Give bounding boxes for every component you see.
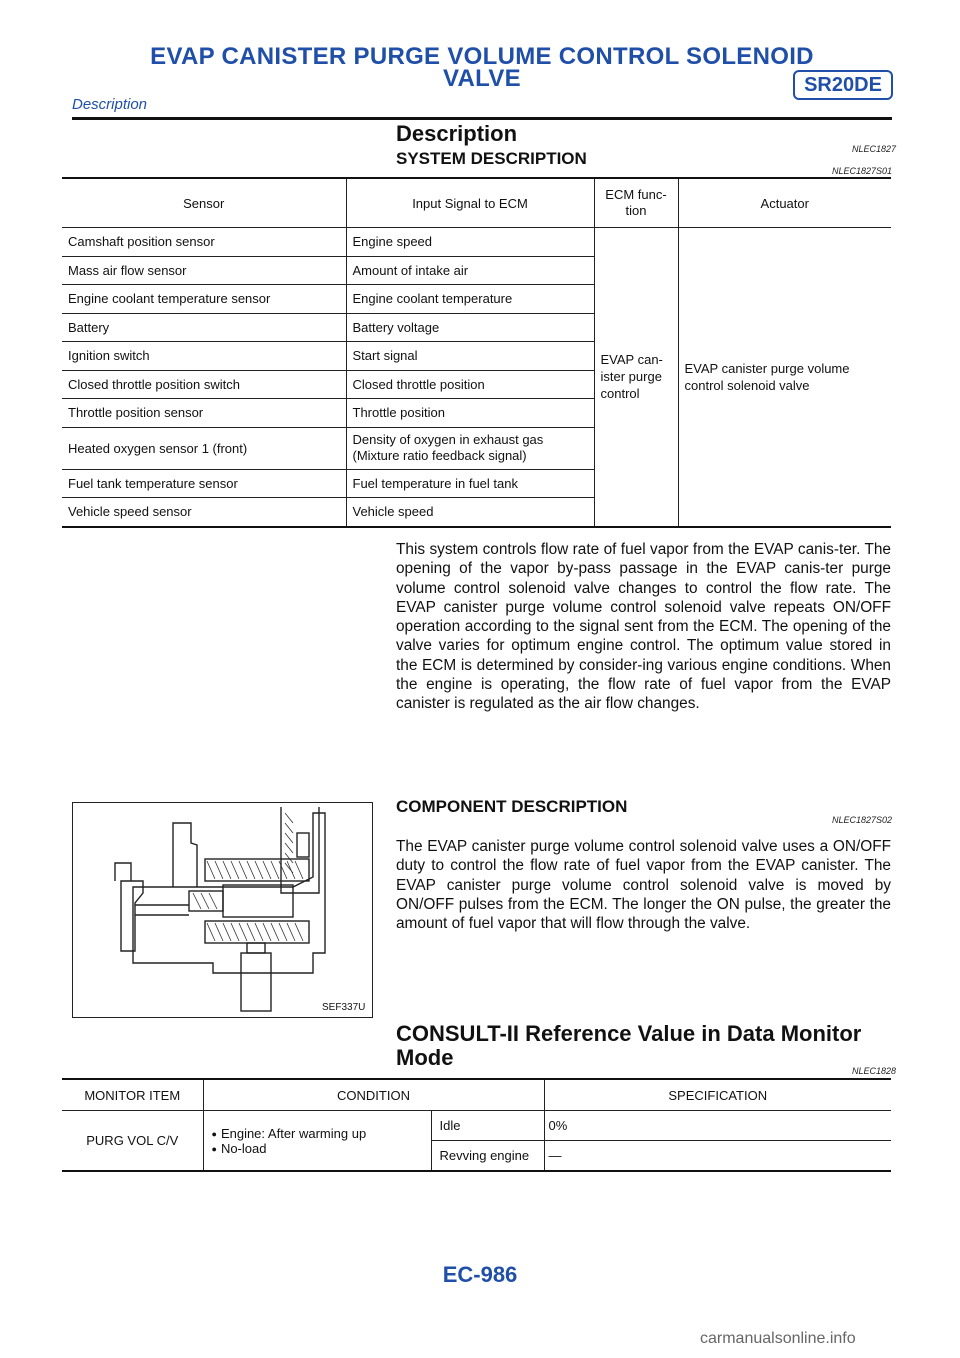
condition-list xyxy=(212,1126,423,1156)
system-table xyxy=(62,177,891,528)
condition-list-cell xyxy=(203,1111,431,1172)
header-monitor-item: MONITOR ITEM xyxy=(62,1079,203,1111)
list-item xyxy=(212,1126,423,1141)
consult-ref: NLEC1828 xyxy=(852,1066,897,1076)
spec-cell: — xyxy=(544,1141,891,1172)
table-row xyxy=(62,228,891,257)
header-specification: SPECIFICATION xyxy=(544,1079,891,1111)
monitor-item-cell: PURG VOL C/V xyxy=(62,1111,203,1172)
sensor-cell: Mass air flow sensor xyxy=(62,256,346,285)
sensor-cell: Ignition switch xyxy=(62,342,346,371)
signal-cell: Battery voltage xyxy=(346,313,594,342)
table-row xyxy=(62,1111,891,1141)
signal-cell: Closed throttle position xyxy=(346,370,594,399)
monitor-table xyxy=(62,1078,891,1172)
system-description-ref: NLEC1827S01 xyxy=(832,166,893,176)
signal-cell: Engine coolant temperature xyxy=(346,285,594,314)
condition-text: No-load xyxy=(220,1140,267,1156)
header-actuator: Actuator xyxy=(678,178,891,228)
solenoid-valve-figure xyxy=(72,802,373,1018)
header-title-line1: EVAP CANISTER PURGE VOLUME CONTROL SOLENOID xyxy=(150,43,814,70)
signal-cell: Throttle position xyxy=(346,399,594,428)
signal-cell: Start signal xyxy=(346,342,594,371)
table-header-row xyxy=(62,1079,891,1111)
engine-badge: SR20DE xyxy=(793,70,893,100)
component-description-title: COMPONENT DESCRIPTION xyxy=(396,797,628,816)
header-ecm-function: ECM func- tion xyxy=(594,178,678,228)
sensor-cell: Battery xyxy=(62,313,346,342)
actuator-cell: EVAP canister purge volume control solenoid valve xyxy=(678,228,891,527)
section-title: Description xyxy=(396,121,518,146)
signal-cell: Engine speed xyxy=(346,228,594,257)
sensor-cell: Throttle position sensor xyxy=(62,399,346,428)
spec-cell: 0% xyxy=(544,1111,891,1141)
signal-cell: Density of oxygen in exhaust gas (Mixture ratio feedback signal) xyxy=(346,427,594,469)
header-rule xyxy=(72,117,892,120)
sensor-cell: Engine coolant temperature sensor xyxy=(62,285,346,314)
section-ref: NLEC1827 xyxy=(852,144,897,154)
header-input-signal: Input Signal to ECM xyxy=(346,178,594,228)
consult-title: CONSULT-II Reference Value in Data Monitor Mode xyxy=(396,1021,862,1070)
header-title xyxy=(72,43,892,92)
sensor-cell: Closed throttle position switch xyxy=(62,370,346,399)
condition-cell: Revving engine xyxy=(431,1141,544,1172)
component-description-ref: NLEC1827S02 xyxy=(832,815,893,825)
signal-cell: Fuel temperature in fuel tank xyxy=(346,469,594,498)
list-item xyxy=(212,1141,423,1156)
condition-text: Engine: After warming up xyxy=(220,1125,367,1141)
signal-cell: Amount of intake air xyxy=(346,256,594,285)
component-description-paragraph: The EVAP canister purge volume control solenoid valve uses a ON/OFF duty to control the flow rate of fuel vapor from the EVAP canister. The EVAP canister purge volume control solenoid valve is moved by ON/OFF pulses from the ECM. The longer the ON pulse, the greater the amount of fuel vapor that will flow through the valve. xyxy=(396,838,891,933)
watermark: carmanualsonline.info xyxy=(700,1330,856,1347)
condition-cell: Idle xyxy=(431,1111,544,1141)
system-description-title: SYSTEM DESCRIPTION xyxy=(396,149,587,168)
page-number: EC-986 xyxy=(442,1262,518,1287)
sensor-cell: Camshaft position sensor xyxy=(62,228,346,257)
sensor-cell: Heated oxygen sensor 1 (front) xyxy=(62,427,346,469)
header-title-line2: VALVE xyxy=(443,65,521,92)
table-header-row xyxy=(62,178,891,228)
ecm-function-cell: EVAP can- ister purge control xyxy=(594,228,678,527)
header-condition: CONDITION xyxy=(203,1079,544,1111)
figure-code: SEF337U xyxy=(322,1002,366,1013)
signal-cell: Vehicle speed xyxy=(346,498,594,527)
solenoid-valve-cutaway-illustration xyxy=(73,803,372,1017)
system-description-paragraph: This system controls flow rate of fuel vapor from the EVAP canis-ter. The opening of the vapor by-pass passage in the EVAP canis-ter purge volume control solenoid valve changes to control the flow rate. The EVAP canister purge volume control solenoid valve repeats ON/OFF operation according to the signal sent from the ECM. The opening of the valve varies for optimum engine control. The optimum value stored in the ECM is determined by consider-ing various engine conditions. When the engine is operating, the flow rate of fuel vapor from the EVAP canister is regulated as the air flow changes. xyxy=(396,541,891,713)
header-subtitle: Description xyxy=(72,96,148,113)
header-sensor: Sensor xyxy=(62,178,346,228)
sensor-cell: Fuel tank temperature sensor xyxy=(62,469,346,498)
sensor-cell: Vehicle speed sensor xyxy=(62,498,346,527)
